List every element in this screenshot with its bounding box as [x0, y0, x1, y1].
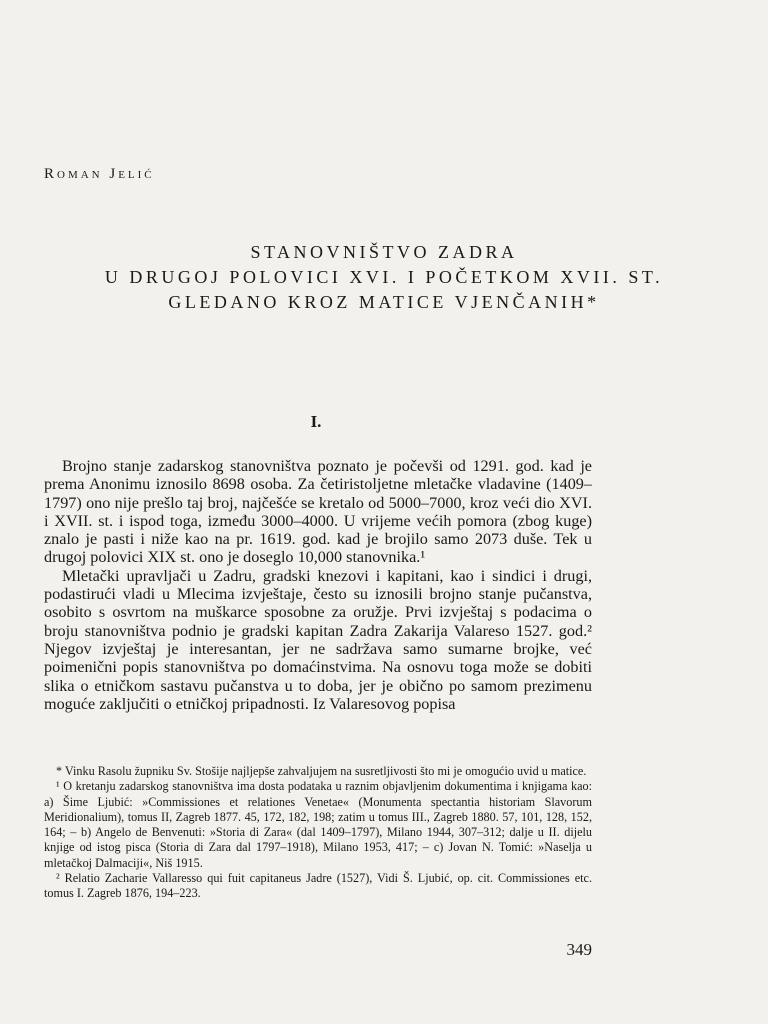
author-name: Roman Jelić: [44, 166, 155, 182]
title-line-2: U DRUGOJ POLOVICI XVI. I POČETKOM XVII. ST.: [104, 267, 664, 287]
paragraph-1: Brojno stanje zadarskog stanovništva poznato je počevši od 1291. god. kad je prema Anonimu iznosilo 8698 osoba. Za četiristoljetne mletačke vladavine (1409–1797) ono nije prešlo taj broj, najčešće se kretalo od 5000–7000, kroz veći dio XVI. i XVII. st. i ispod toga, između 3000–4000. U vrijeme većih pomora (zbog kuge) znalo je pasti i niže kao na pr. 1619. god. kad je brojilo samo 2073 duše. Tek u drugoj polovici XIX st. ono je doseglo 10,000 stanovnika.¹: [44, 457, 592, 567]
section-number: I.: [310, 412, 322, 431]
footnote-star: * Vinku Rasolu župniku Sv. Stošije najljepše zahvaljujem na susretljivosti što mi je omogućio uvid u matice.: [56, 764, 587, 778]
body-text: [44, 457, 592, 713]
article-title: [0, 240, 768, 315]
page-number: 349: [566, 940, 592, 959]
title-line-3: GLEDANO KROZ MATICE VJENČANIH*: [168, 292, 600, 312]
title-line-1: STANOVNIŠTVO ZADRA: [250, 242, 518, 262]
paragraph-2: Mletački upravljači u Zadru, gradski knezovi i kapitani, kao i sindici i drugi, podastirući vladi u Mlecima izvještaje, često su iznosili brojno stanje pučanstva, osobito s osvrtom na muškarce sposobne za oružje. Prvi izvještaj s podacima o broju stanovništva podnio je gradski kapitan Zadra Zakarija Valareso 1527. god.² Njegov izvještaj je interesantan, jer ne sadržava samo sumarne brojke, već poimenični popis stanovništva po domaćinstvima. Na osnovu toga može se dobiti slika o etničkom sastavu pučanstva u to doba, jer je obično po samom prezimenu moguće zaključiti o etničkoj pripadnosti. Iz Valaresovog popisa: [44, 566, 592, 713]
footnotes: [44, 764, 592, 902]
footnote-2: ² Relatio Zacharie Vallaresso qui fuit capitaneus Jadre (1527), Vidi Š. Ljubić, op. cit. Commissiones etc. tomus I. Zagreb 1876, 194–223.: [44, 871, 592, 901]
footnote-1: ¹ O kretanju zadarskog stanovništva ima dosta podataka u raznim objavljenim dokumentima i knjigama kao: a) Šime Ljubić: »Commissiones et relationes Venetae« (Monumenta spectantia historiam Slavorum Meridionalium), tomus II, Zagreb 1877. 45, 172, 182, 198; zatim u tomus III., Zagreb 1880. 57, 101, 128, 152, 164; – b) Angelo de Benvenuti: »Storia di Zara« (dal 1409–1797), Milano 1944, 307–312; dalje u II. dijelu knjige od istog pisca (Storia di Zara dal 1797–1918), Milano 1953, 417; – c) Jovan N. Tomić: »Naselja u mletačkoj Dalmaciji«, Niš 1915.: [44, 779, 592, 870]
